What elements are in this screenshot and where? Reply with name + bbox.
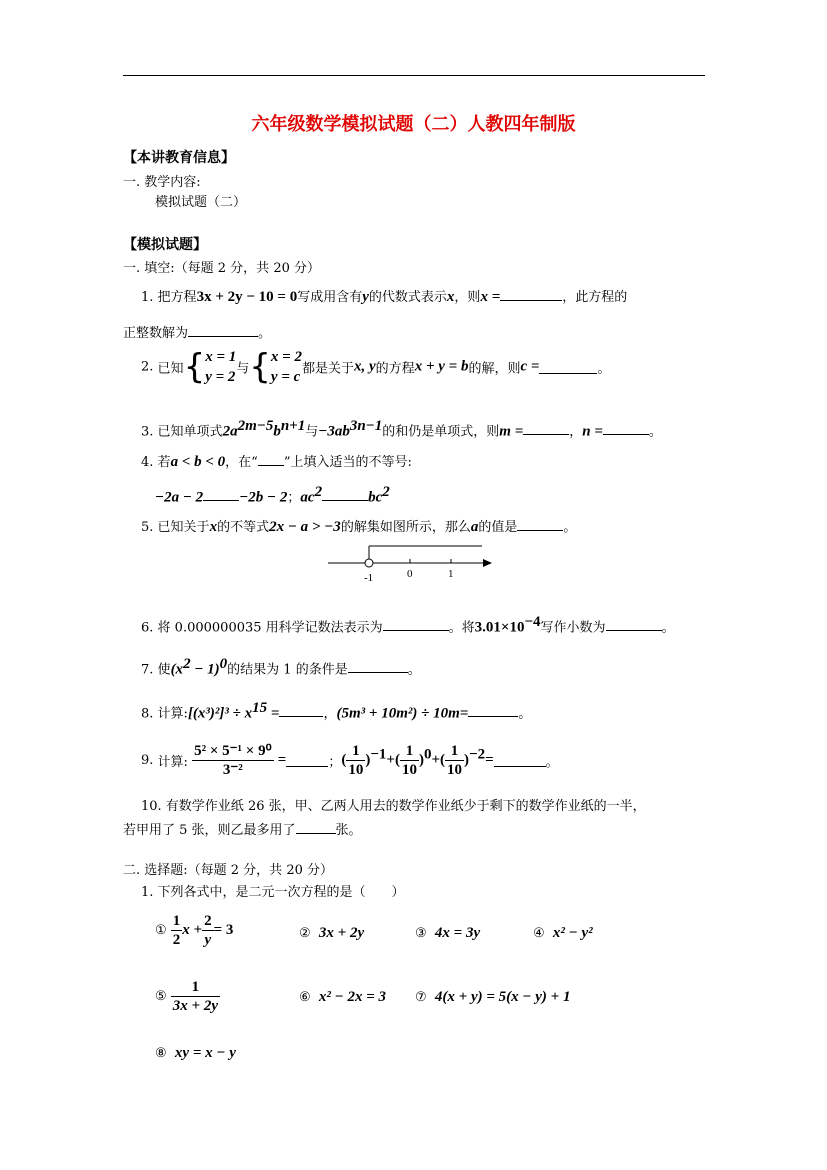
tick-label-neg1: -1 xyxy=(364,572,374,584)
page-title: 六年级数学模拟试题（二）人教四年制版 xyxy=(251,114,576,135)
option-7: ⑦ 4(x + y) = 5(x − y) + 1 xyxy=(415,989,571,1005)
question-4: 4. 若a < b < 0，在“ ”上填入适当的不等号: xyxy=(141,454,412,470)
question-9: 9. 计算: $\frac{\text{5² × 5⁻¹ × 9⁰}}{\text{3⁻²}}$ = ；( $\frac{1}{10}$ )$^{-1}$+( $\frac{1}{10}$ )$^0$+( $\frac{1}{10}$ )$^{-2}$= 。 xyxy=(141,743,559,778)
answer-blank[interactable] xyxy=(279,704,323,717)
number-line-figure xyxy=(322,540,498,586)
answer-blank[interactable] xyxy=(603,422,649,435)
answer-blank[interactable] xyxy=(296,821,336,834)
fraction: $\frac{1}{3x + 2y}$ xyxy=(172,979,219,1014)
fraction: $\frac{1}{2}$ xyxy=(172,913,181,948)
answer-blank[interactable] xyxy=(539,361,597,374)
content-label: 一. 教学内容: xyxy=(123,175,201,190)
fraction: $\frac{\text{5² × 5⁻¹ × 9⁰}}{\text{3⁻²}}$ xyxy=(194,743,272,778)
answer-blank[interactable] xyxy=(494,754,546,767)
answer-blank[interactable] xyxy=(286,754,328,767)
content-value: 模拟试题（二） xyxy=(155,195,247,210)
question-7: 7. 使$(x^2 - 1)^0$的结果为 1 的条件是 。 xyxy=(141,656,421,678)
answer-blank[interactable] xyxy=(468,704,518,717)
question-10-line2: 若甲用了 5 张，则乙最多用了 张。 xyxy=(123,823,362,838)
part1-title: 一. 填空:（每题 2 分，共 20 分） xyxy=(123,261,320,276)
brace: { xyxy=(183,347,206,387)
tick-label-0: 0 xyxy=(407,568,413,580)
blank-sample xyxy=(258,453,284,466)
question-6: 6. 将 0.000000035 用科学记数法表示为 。将$3.01\times 10^{-4}$写作小数为 。 xyxy=(141,614,675,636)
option-6: ⑥ x² − 2x = 3 xyxy=(299,989,387,1005)
question-1-line2: 正整数解为 。 xyxy=(123,326,272,341)
choice-question-1: 1. 下列各式中，是二元一次方程的是（ ） xyxy=(141,885,405,900)
question-4-items: −2a − 2 −2b − 2；$ac^2$ $bc^2$ xyxy=(155,484,390,506)
answer-blank[interactable] xyxy=(348,660,408,673)
answer-blank[interactable] xyxy=(322,488,368,501)
fraction: $\frac{1}{10}$ xyxy=(348,743,364,778)
info-header: 【本讲教育信息】 xyxy=(123,150,235,166)
answer-blank[interactable] xyxy=(383,618,449,631)
exam-header: 【模拟试题】 xyxy=(123,237,207,253)
part2-title: 二. 选择题:（每题 2 分，共 20 分） xyxy=(123,863,333,878)
option-4: ④ x² − y² xyxy=(533,925,593,941)
open-circle-icon xyxy=(365,559,373,567)
question-3: 3. 已知单项式$2a^{2m-5}b^{n+1}$与$-3ab^{3n-1}$的和仍是单项式，则m = ，n = 。 xyxy=(141,418,662,440)
fraction: $\frac{1}{10}$ xyxy=(401,743,417,778)
question-1-line1: 1. 把方程3x + 2y − 10 = 0写成用含有y的代数式表示x，则x = ，此方程的 xyxy=(141,289,628,305)
question-10-line1: 10. 有数学作业纸 26 张，甲、乙两人用去的数学作业纸少于剩下的数学作业纸的一半， xyxy=(141,799,646,814)
option-3: ③ 4x = 3y xyxy=(415,925,481,941)
option-2: ② 3x + 2y xyxy=(299,925,365,941)
question-2: 2. 已知{ x = 1 y = 2 与{ x = 2 y = c 都是关于x, y的方程x + y = b的解，则c = 。 xyxy=(141,347,611,387)
question-8: 8. 计算:[(x³)²]³ ÷ $x^{15}$ = ，(5m³ + 10m²) ÷ 10m= 。 xyxy=(141,700,532,722)
option-5: ⑤ $\frac{1}{3x + 2y}$ xyxy=(155,979,219,1014)
header-rule xyxy=(123,75,705,76)
answer-blank[interactable] xyxy=(606,618,662,631)
fraction: $\frac{2}{y}$ xyxy=(204,913,212,948)
answer-blank[interactable] xyxy=(500,288,562,301)
fraction: $\frac{1}{10}$ xyxy=(447,743,463,778)
option-8: ⑧ xy = x − y xyxy=(155,1045,236,1061)
brace: { xyxy=(249,347,271,387)
answer-blank[interactable] xyxy=(517,518,563,531)
answer-blank[interactable] xyxy=(188,324,258,337)
tick-label-1: 1 xyxy=(448,568,454,580)
answer-blank[interactable] xyxy=(523,422,569,435)
answer-blank[interactable] xyxy=(203,488,239,501)
option-1: ① $\frac{1}{2}$ x + $\frac{2}{y}$ = 3 xyxy=(155,913,234,948)
question-5: 5. 已知关于x的不等式2x − a > −3的解集如图所示，那么a的值是 。 xyxy=(141,519,577,535)
arrow-head-icon xyxy=(483,559,492,567)
